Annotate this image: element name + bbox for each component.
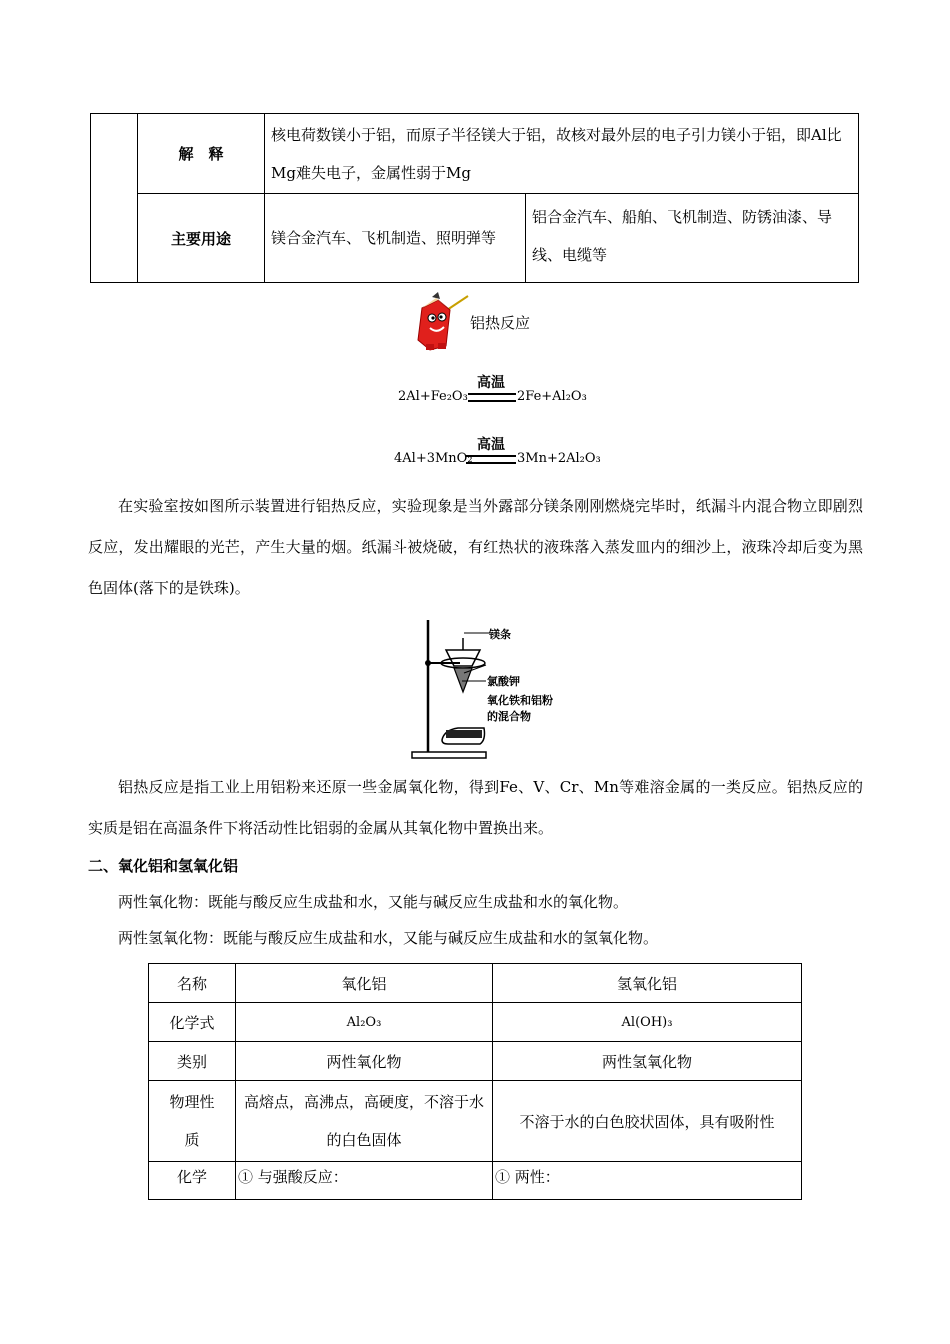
blank-cell	[91, 114, 138, 283]
eq2-condition: 高温	[477, 437, 505, 453]
eq2-double-line	[466, 455, 516, 464]
definition-amphoteric-oxide: 两性氧化物：既能与酸反应生成盐和水，又能与碱反应生成盐和水的氧化物。	[118, 893, 629, 911]
formula-aloh3: Al(OH)₃	[493, 1003, 802, 1042]
alumina-hydroxide-table	[148, 963, 802, 1200]
label-mixture-line1: 氧化铁和铝粉	[487, 694, 553, 707]
physical-label: 物理性质	[149, 1081, 236, 1162]
chemical-label: 化学	[149, 1162, 236, 1200]
eq1-condition: 高温	[477, 375, 505, 391]
label-kclo3: 氯酸钾	[487, 675, 520, 688]
mg-use: 镁合金汽车、飞机制造、照明弹等	[265, 194, 526, 283]
section-title: 二、氧化铝和氢氧化铝	[88, 857, 239, 875]
header-aloh3: 氢氧化铝	[493, 964, 802, 1003]
definition-amphoteric-hydroxide: 两性氢氧化物：既能与酸反应生成盐和水，又能与碱反应生成盐和水的氢氧化物。	[118, 929, 659, 947]
eq2-right: 3Mn+2Al₂O₃	[517, 451, 601, 466]
label-mixture-line2: 的混合物	[487, 710, 531, 723]
thermite-title: 铝热反应	[470, 314, 531, 332]
use-label: 主要用途	[138, 194, 265, 283]
label-mg-strip: 镁条	[489, 628, 511, 641]
paragraph-experiment: 在实验室按如图所示装置进行铝热反应，实验现象是当外露部分镁条刚刚燃烧完毕时，纸漏斗内混合物立即剧烈反应，发出耀眼的光芒，产生大量的烟。纸漏斗被烧破，有红热状的液珠落入蒸发皿内的细沙上，液珠冷却后变为黑色固体(落下的是铁珠)。	[88, 497, 863, 597]
header-al2o3: 氧化铝	[236, 964, 493, 1003]
al-use: 铝合金汽车、船舶、飞机制造、防锈油漆、导线、电缆等	[526, 194, 859, 283]
eq1-right: 2Fe+Al₂O₃	[517, 389, 587, 404]
physical-al2o3: 高熔点，高沸点，高硬度，不溶于水的白色固体	[236, 1081, 493, 1162]
formula-al2o3: Al₂O₃	[236, 1003, 493, 1042]
explain-text: 核电荷数镁小于铝，而原子半径镁大于铝，故核对最外层的电子引力镁小于铝，即Al比Mg难失电子，金属性弱于Mg	[265, 114, 859, 194]
category-al2o3: 两性氧化物	[236, 1042, 493, 1081]
eq1-left: 2Al+Fe₂O₃	[398, 389, 468, 404]
explain-label: 解 释	[138, 114, 265, 194]
chemical-aloh3: ① 两性：	[493, 1162, 802, 1200]
eq1-double-line	[468, 393, 516, 402]
category-label: 类别	[149, 1042, 236, 1081]
paragraph-thermite-definition: 铝热反应是指工业上用铝粉来还原一些金属氧化物，得到Fe、V、Cr、Mn等难溶金属的一类反应。铝热反应的实质是铝在高温条件下将活动性比铝弱的金属从其氧化物中置换出来。	[88, 778, 863, 837]
physical-aloh3: 不溶于水的白色胶状固体，具有吸附性	[493, 1081, 802, 1162]
eq2-left: 4Al+3MnO₂	[394, 451, 473, 466]
category-aloh3: 两性氢氧化物	[493, 1042, 802, 1081]
comparison-table-mg-al	[90, 113, 859, 283]
header-name: 名称	[149, 964, 236, 1003]
pencil-mascot-icon	[410, 290, 470, 352]
formula-label: 化学式	[149, 1003, 236, 1042]
chemical-al2o3: ① 与强酸反应：	[236, 1162, 493, 1200]
